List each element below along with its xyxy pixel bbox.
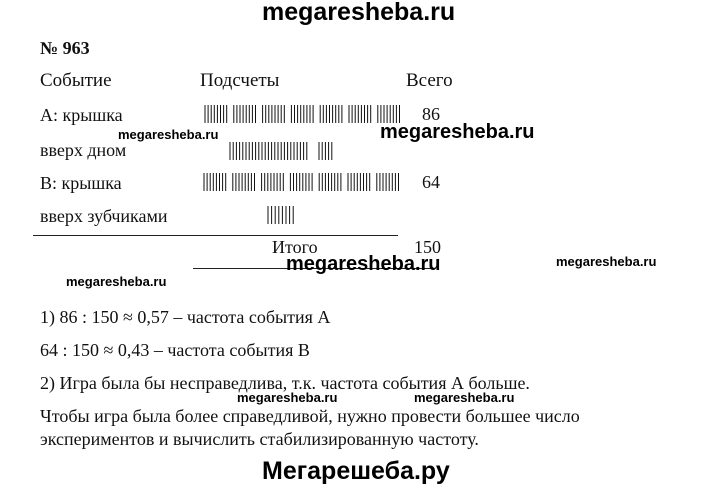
row-b-total: 64 [422, 172, 440, 192]
total-label: Итого [272, 237, 318, 257]
table-divider-top [33, 235, 398, 236]
row-b-label-line2: вверх зубчиками [40, 206, 168, 226]
watermark-middle-a: megaresheba.ru [237, 390, 338, 405]
row-b-label-line1: В: крышка [40, 173, 122, 193]
solution-line-2: 64 : 150 ≈ 0,43 – частота события В [40, 340, 310, 360]
watermark-lower-left: megaresheba.ru [66, 274, 167, 289]
row-a-label-line1: А: крышка [40, 105, 123, 125]
problem-number: № 963 [40, 38, 90, 58]
tally-marks-a-first [204, 104, 394, 126]
row-a-label-line2: вверх дном [40, 140, 127, 160]
tally-marks-b-second [267, 205, 337, 227]
watermark-row1-left: megaresheba.ru [118, 127, 219, 142]
watermark-middle-b: megaresheba.ru [414, 390, 515, 405]
watermark-lower-right: megaresheba.ru [556, 254, 657, 269]
solution-line-1: 1) 86 : 150 ≈ 0,57 – частота события А [40, 307, 331, 327]
watermark-bottom: Мегарешеба.ру [262, 457, 450, 485]
watermark-row1-right: megaresheba.ru [380, 121, 535, 143]
tally-marks-b-first [203, 172, 393, 194]
watermark-top: megaresheba.ru [262, 0, 456, 26]
header-event: Событие [40, 70, 112, 91]
tally-marks-a-second [229, 141, 379, 163]
solution-line-3: 2) Игра была бы несправедлива, т.к. частота события А больше. [40, 373, 530, 393]
row-a-total: 86 [422, 104, 440, 124]
solution-line-5: экспериментов и вычислить стабилизированную частоту. [40, 429, 479, 449]
total-value: 150 [414, 237, 441, 257]
header-counts: Подсчеты [200, 70, 280, 91]
header-total: Всего [406, 70, 453, 91]
solution-line-4: Чтобы игра была более справедливой, нужно провести большее число [40, 406, 580, 426]
watermark-lower-center: megaresheba.ru [286, 253, 441, 275]
